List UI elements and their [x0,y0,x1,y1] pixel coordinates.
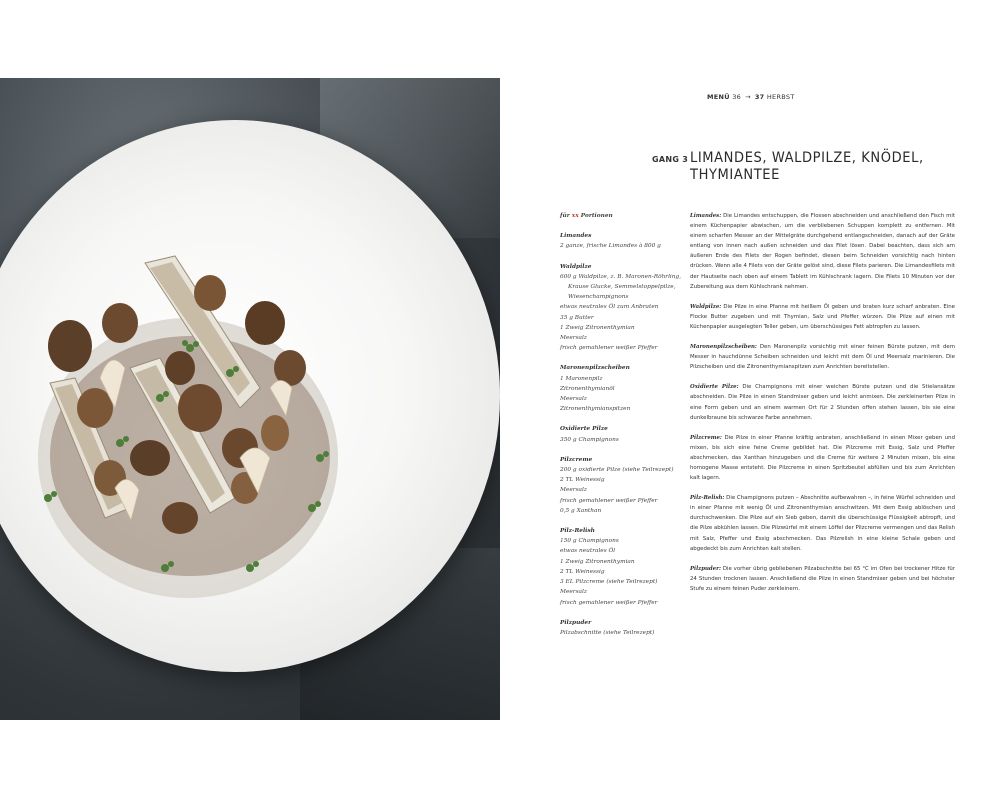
dish-photo-page [0,78,500,720]
ingredient-line: Meersalz [560,396,587,403]
ingredient-group-heading: Limandes [560,233,592,240]
ingredient-line: 35 g Butter [560,314,594,321]
course-label: GANG 3 [652,155,689,164]
method-step-heading: Pilz-Relish: [690,495,725,502]
method-step-heading: Pilzpuder: [690,565,721,572]
method-step [690,302,955,332]
ingredient-line: etwas neutrales Öl zum Anbraten [560,304,659,311]
ingredient-line: Zitronenthymianöl [560,385,615,392]
ingredient-line: 200 g oxidierte Pilze (siehe Teilrezept) [560,467,674,474]
method-step-text: Die Limandes entschuppen, die Flossen abschneiden und anschließend den Fisch mit einem Küchenpapier abwischen, um die verbliebenen Schuppen komplett zu entfernen. Mit einem scharfen Messer an der Mittelgräte durchgehend entlangschneiden, danach auf der Gräte entlang von innen nach außen schneiden und das Filet lösen. Dabei beachten, dass sich am äußeren Ende des Filets der Rogen befindet, diesen beim Schneiden vorsichtig nach hinten drücken. Wenn alle 4 Filets von der Gräte gelöst sind, diese Filets parieren. Die Limandesfilets mit der Hautseite nach oben auf einem Tablett im Kühlschrank lagern. Die Filets 10 Minuten vor der Zubereitung aus dem Kühlschrank nehmen. [690,213,955,290]
ingredient-line: 150 g Champignons [560,538,619,545]
ingredient-line: 0,5 g Xanthan [560,507,602,514]
ingredient-group [560,363,690,414]
ingredient-group-heading: Oxidierte Pilze [560,426,608,433]
ingredient-line: 2 TL Weinessig [560,477,605,484]
ingredient-line: frisch gemahlener weißer Pfeffer [560,345,658,352]
header-season: HERBST [766,93,795,101]
method-step-heading: Maronenpilzscheiben: [690,344,757,351]
portion-prefix: für [560,213,570,219]
ingredient-line: Meersalz [560,487,587,494]
running-header [707,93,795,101]
ingredient-line: Zitronenthymianspitzen [560,406,631,413]
ingredient-line: etwas neutrales Öl [560,548,616,555]
method-text [690,211,955,604]
method-step [690,564,955,594]
ingredient-group-heading: Pilzpuder [560,619,592,626]
ingredient-group [560,424,690,444]
method-step-text: Die vorher übrig gebliebenen Pilzabschnitte bei 65 °C im Ofen bei trockener Hitze für 24 Stunden trocknen lassen. Anschließend die Pilze in einen Standmixer geben und bei höchster Stufe zu einem feinen Puder zerkleinern. [690,565,955,592]
ingredient-line: Meersalz [560,335,587,342]
ingredient-list [560,211,690,648]
portion-count: xx [571,213,579,219]
method-step [690,382,955,422]
ingredient-group-heading: Waldpilze [560,263,592,270]
ingredient-line: 350 g Champignons [560,436,619,443]
page-number-right: 37 [754,93,765,101]
recipe-title: LIMANDES, WALDPILZE, KNÖDEL, THYMIANTEE [690,150,924,183]
ingredient-group [560,231,690,251]
ingredient-group [560,526,690,608]
method-step-text: Den Maronenpilz vorsichtig mit einer feinen Bürste putzen, mit dem Messer in hauchdünne Scheiben schneiden und leicht mit dem Öl und Meersalz marinieren. Die Pilzscheiben und die Zitronenthymianspitzen zum Anrichten bereitstellen. [690,344,955,371]
method-step-heading: Limandes: [690,213,722,219]
method-step-text: Die Champignons mit einer weichen Bürste putzen und die Stielansätze abschneiden. Die Pilze in einen Standmixer geben und leicht anmixen. Die zerkleinerten Pilze in eine Form geben und an einem warmen Ort für 2 Stunden offen stehen lassen, bis sie eine dunkelbraune bis schwarze Farbe annehmen. [690,384,955,421]
method-step-heading: Waldpilze: [690,303,722,310]
ingredient-line: Pilzabschnitte (siehe Teilrezept) [560,629,655,636]
book-spread [0,78,1000,720]
method-step-text: Die Pilze in einer Pfanne kräftig anbraten, anschließend in einen Mixer geben und mixen, bis sich eine feine Creme gebildet hat. Die Pilzcreme mit Essig, Salz und Pfeffer abschmecken, das Xanthan hinzugeben und die Creme für weitere 2 Minuten mixen, bis eine homogene Masse entsteht. Die Pilzcreme in einen Spritzbeutel abfüllen und bis zum Anrichten kalt lagern. [690,434,955,482]
ingredient-line: 2 TL Weinessig [560,568,605,575]
ingredient-line: 1 Zweig Zitronenthymian [560,558,635,565]
ingredient-line: 3 EL Pilzcreme (siehe Teilrezept) [560,579,658,586]
ingredient-group [560,618,690,638]
method-step-heading: Pilzcreme: [690,434,722,441]
portion-line [560,211,690,221]
ingredient-line: 2 ganze, frische Limandes à 800 g [560,243,661,250]
method-step [690,342,955,372]
ingredient-line: 600 g Waldpilze, z. B. Maronen-Röhrling, [560,273,682,280]
ingredient-line: 1 Maronenpilz [560,375,603,382]
dish-photo [0,78,500,720]
ingredient-group-heading: Pilzcreme [560,456,593,463]
ingredient-line: Wiesenchampignons [568,294,629,301]
portion-suffix: Portionen [580,213,613,219]
ingredient-group [560,262,690,354]
ingredient-line: 1 Zweig Zitronenthymian [560,324,635,331]
ingredient-line: Krause Glucke, Semmelstoppelpilze, [568,284,676,291]
page-number-left: 36 [732,93,742,101]
method-step-text: Die Champignons putzen – Abschnitte aufbewahren –, in feine Würfel schneiden und in einer Pfanne mit wenig Öl und Zitronenthymian anschwitzen. Mit dem Essig ablöschen und durchschwenken. Die Pilze auf ein Sieb geben, damit die überschüssige Flüssigkeit abtropft, und die Pilze abkühlen lassen. Die Pilzwürfel mit einem Löffel der Pilzcreme vermengen und das Relish mit Salz, Pfeffer und Essig abschmecken. Das Pilzrelish in eine kleine Schale geben und abgedeckt bis zum Anrichten kalt stellen. [690,495,955,552]
method-step [690,211,955,292]
ingredient-line: frisch gemahlener weißer Pfeffer [560,497,658,504]
method-step-text: Die Pilze in eine Pfanne mit heißem Öl geben und braten kurz scharf anbraten. Eine Flocke Butter zugeben und mit Thymian, Salz und Pfeffer würzen. Die Pilze auf einen mit Küchenpapier ausgelegten Teller geben, um überschüssiges Fett abtropfen zu lassen. [690,303,955,330]
ingredient-line: Meersalz [560,589,587,596]
ingredient-line: frisch gemahlener weißer Pfeffer [560,599,658,606]
method-step [690,433,955,483]
method-step [690,493,955,554]
header-section: MENÜ [707,93,730,101]
recipe-page [500,78,1000,720]
ingredient-group-heading: Pilz-Relish [560,528,595,535]
ingredient-group [560,455,690,516]
ingredient-group-heading: Maronenpilzscheiben [560,365,630,372]
method-step-heading: Oxidierte Pilze: [690,384,739,391]
arrow-icon: → [745,93,751,101]
